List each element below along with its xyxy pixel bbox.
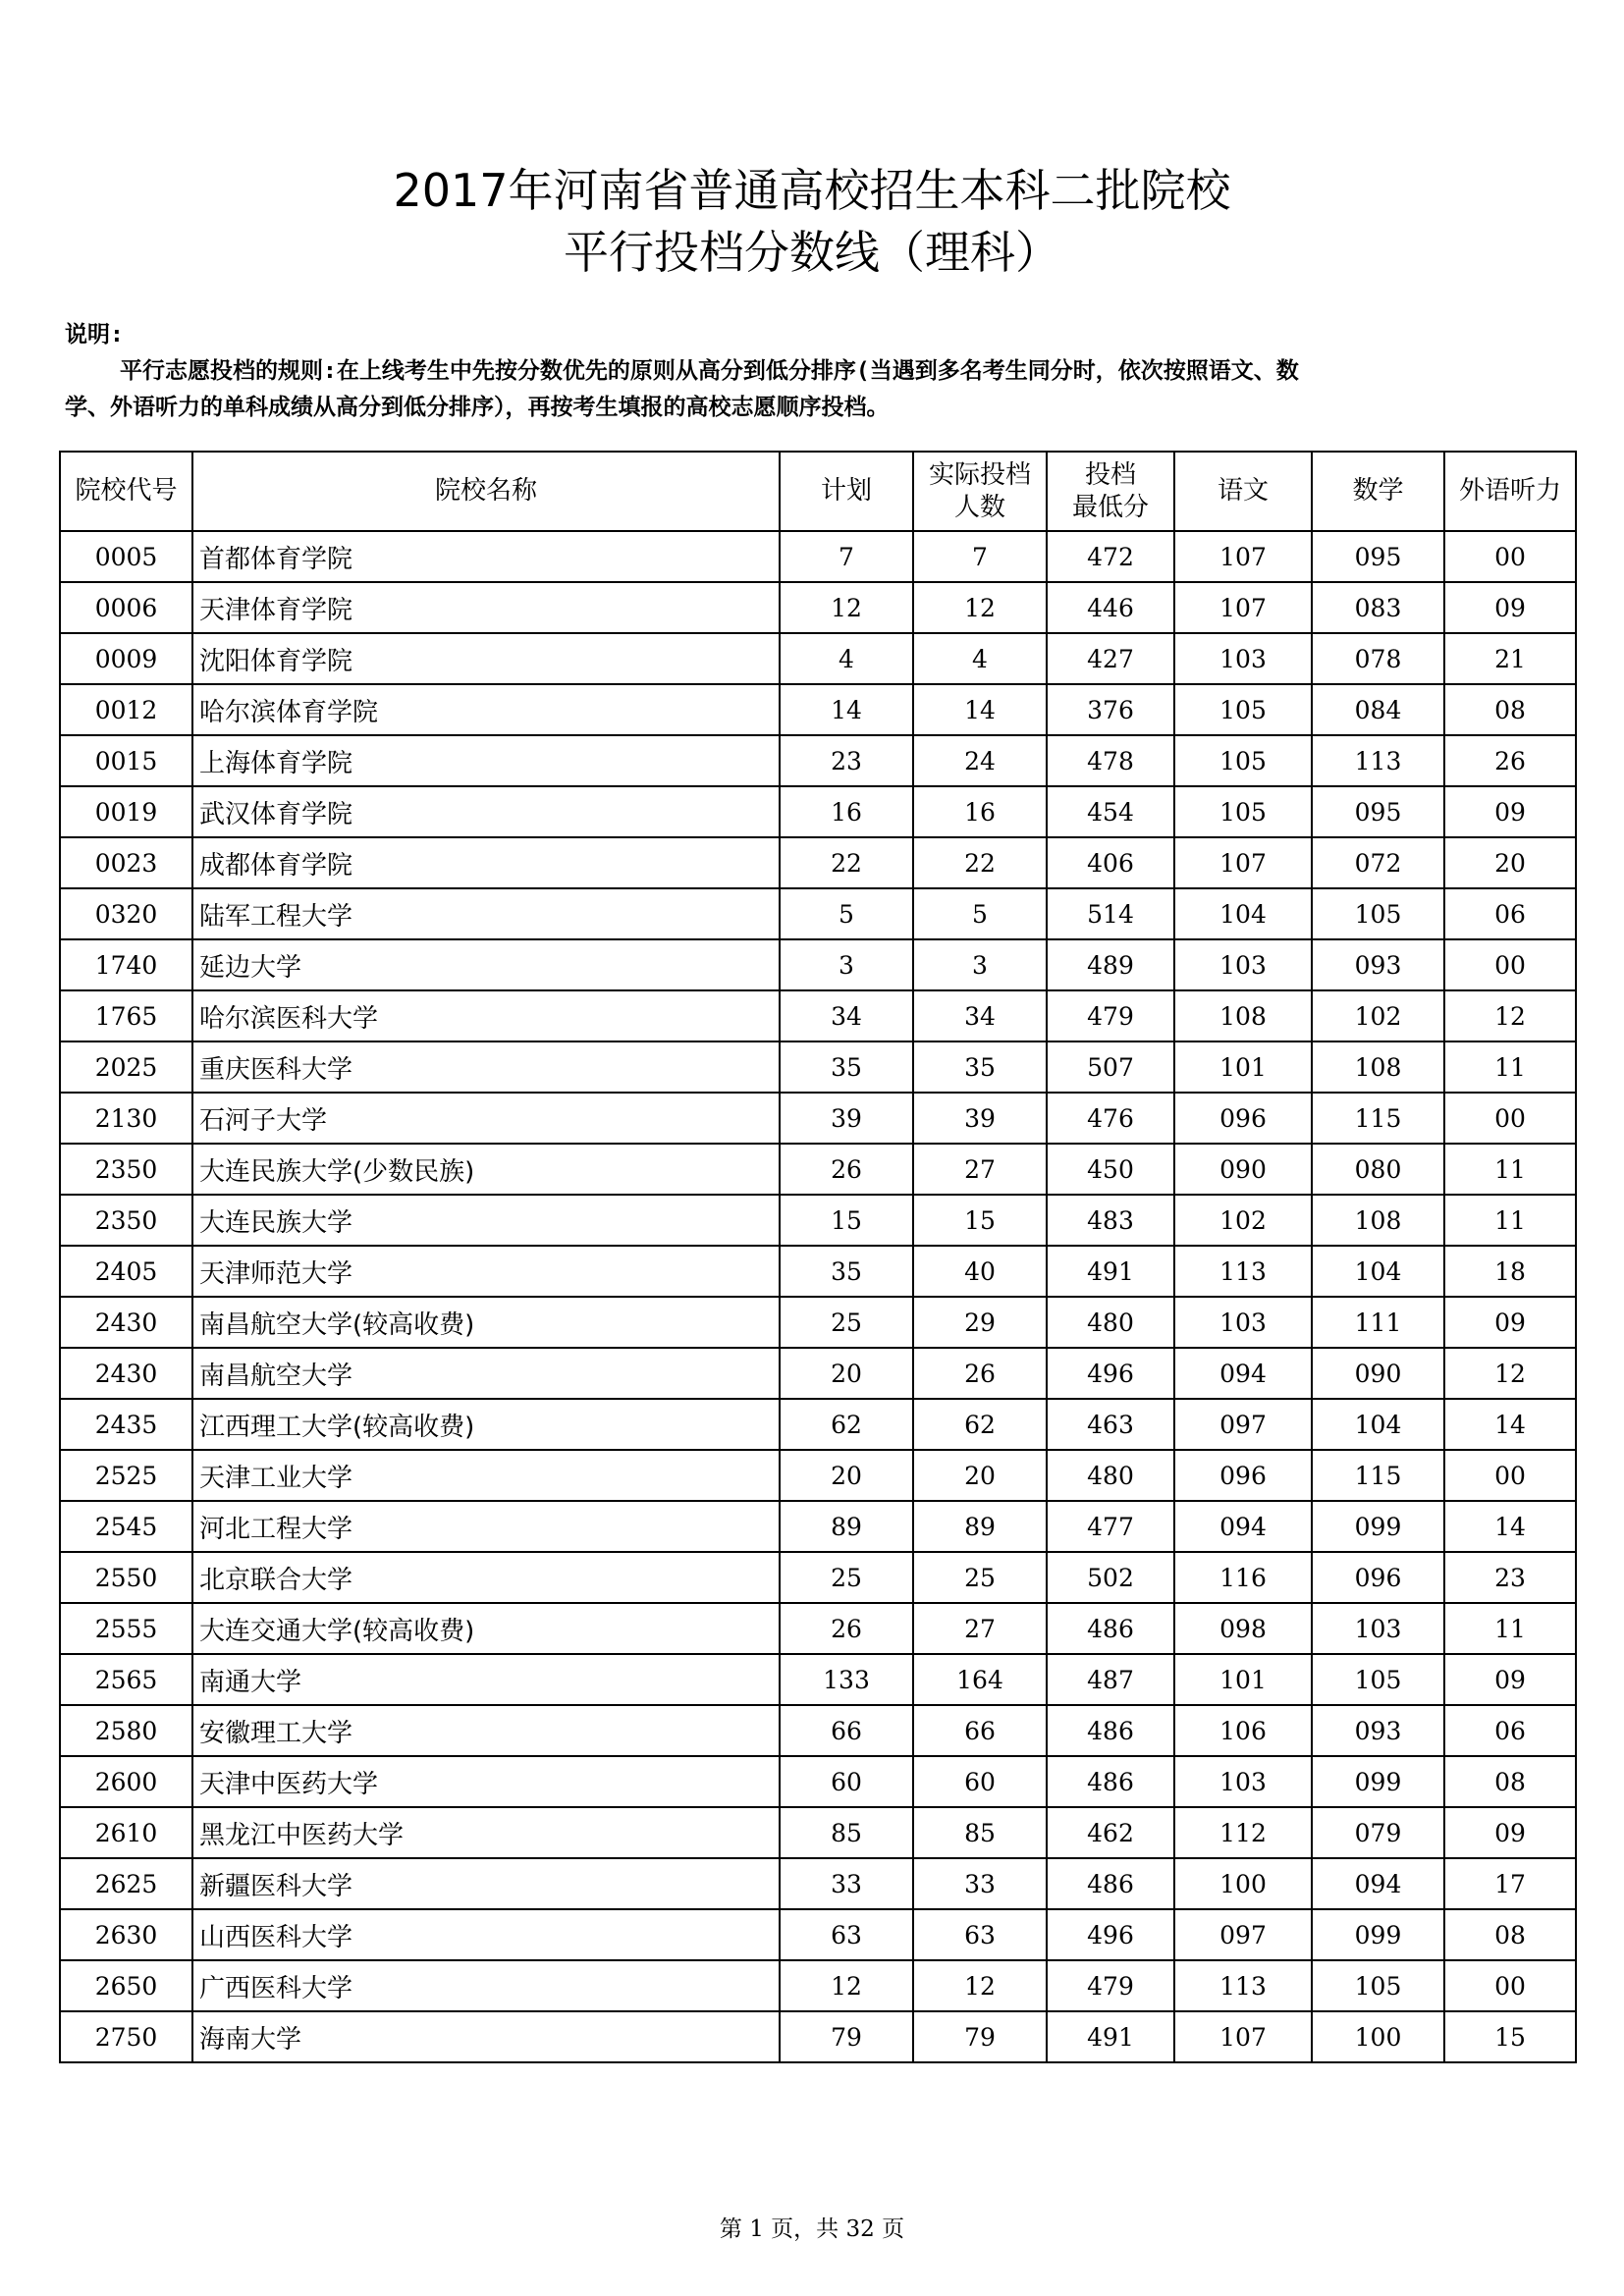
cell-code: 0019 bbox=[60, 786, 192, 837]
cell-plan: 66 bbox=[780, 1705, 913, 1756]
cell-chinese: 100 bbox=[1174, 1858, 1312, 1909]
cell-code: 2750 bbox=[60, 2011, 192, 2062]
cell-name: 天津体育学院 bbox=[192, 582, 780, 633]
cell-plan: 16 bbox=[780, 786, 913, 837]
cell-listening: 12 bbox=[1444, 1348, 1576, 1399]
cell-name: 沈阳体育学院 bbox=[192, 633, 780, 684]
cell-chinese: 098 bbox=[1174, 1603, 1312, 1654]
cell-chinese: 097 bbox=[1174, 1399, 1312, 1450]
cell-code: 2405 bbox=[60, 1246, 192, 1297]
cell-actual: 15 bbox=[913, 1195, 1047, 1246]
table-row bbox=[60, 531, 1576, 582]
cell-plan: 133 bbox=[780, 1654, 913, 1705]
cell-math: 105 bbox=[1312, 1654, 1444, 1705]
cell-listening: 12 bbox=[1444, 990, 1576, 1041]
cell-plan: 35 bbox=[780, 1246, 913, 1297]
cell-name: 大连交通大学(较高收费) bbox=[192, 1603, 780, 1654]
cell-actual: 164 bbox=[913, 1654, 1047, 1705]
cell-math: 108 bbox=[1312, 1195, 1444, 1246]
header-chinese: 语文 bbox=[1174, 452, 1312, 531]
cell-code: 1765 bbox=[60, 990, 192, 1041]
cell-actual: 4 bbox=[913, 633, 1047, 684]
cell-name: 石河子大学 bbox=[192, 1093, 780, 1144]
note-text-line1: 平行志愿投档的规则:在上线考生中先按分数优先的原则从高分到低分排序(当遇到多名考生同分时，依次按照语文、数 bbox=[120, 358, 1299, 384]
cell-code: 2430 bbox=[60, 1348, 192, 1399]
cell-min-score: 487 bbox=[1047, 1654, 1174, 1705]
cell-plan: 33 bbox=[780, 1858, 913, 1909]
cell-chinese: 105 bbox=[1174, 786, 1312, 837]
cell-name: 海南大学 bbox=[192, 2011, 780, 2062]
cell-math: 099 bbox=[1312, 1501, 1444, 1552]
table-row bbox=[60, 1960, 1576, 2011]
cell-listening: 14 bbox=[1444, 1501, 1576, 1552]
cell-math: 104 bbox=[1312, 1399, 1444, 1450]
cell-listening: 09 bbox=[1444, 1297, 1576, 1348]
cell-name: 南通大学 bbox=[192, 1654, 780, 1705]
cell-min-score: 479 bbox=[1047, 990, 1174, 1041]
cell-actual: 89 bbox=[913, 1501, 1047, 1552]
cell-min-score: 480 bbox=[1047, 1297, 1174, 1348]
cell-name: 哈尔滨体育学院 bbox=[192, 684, 780, 735]
cell-code: 2025 bbox=[60, 1041, 192, 1093]
cell-math: 083 bbox=[1312, 582, 1444, 633]
cell-actual: 66 bbox=[913, 1705, 1047, 1756]
cell-math: 103 bbox=[1312, 1603, 1444, 1654]
cell-actual: 79 bbox=[913, 2011, 1047, 2062]
cell-plan: 26 bbox=[780, 1144, 913, 1195]
cell-listening: 11 bbox=[1444, 1603, 1576, 1654]
cell-chinese: 094 bbox=[1174, 1501, 1312, 1552]
cell-actual: 7 bbox=[913, 531, 1047, 582]
cell-code: 0009 bbox=[60, 633, 192, 684]
cell-chinese: 113 bbox=[1174, 1960, 1312, 2011]
cell-plan: 26 bbox=[780, 1603, 913, 1654]
cell-min-score: 514 bbox=[1047, 888, 1174, 939]
cell-chinese: 116 bbox=[1174, 1552, 1312, 1603]
cell-listening: 06 bbox=[1444, 888, 1576, 939]
header-math: 数学 bbox=[1312, 452, 1444, 531]
cell-name: 河北工程大学 bbox=[192, 1501, 780, 1552]
cell-plan: 7 bbox=[780, 531, 913, 582]
cell-math: 072 bbox=[1312, 837, 1444, 888]
cell-actual: 16 bbox=[913, 786, 1047, 837]
cell-math: 095 bbox=[1312, 531, 1444, 582]
cell-listening: 00 bbox=[1444, 1960, 1576, 2011]
cell-min-score: 502 bbox=[1047, 1552, 1174, 1603]
cell-plan: 63 bbox=[780, 1909, 913, 1960]
cell-chinese: 104 bbox=[1174, 888, 1312, 939]
cell-min-score: 491 bbox=[1047, 1246, 1174, 1297]
cell-min-score: 496 bbox=[1047, 1909, 1174, 1960]
cell-name: 天津中医药大学 bbox=[192, 1756, 780, 1807]
cell-listening: 09 bbox=[1444, 786, 1576, 837]
cell-math: 090 bbox=[1312, 1348, 1444, 1399]
cell-chinese: 105 bbox=[1174, 735, 1312, 786]
cell-chinese: 108 bbox=[1174, 990, 1312, 1041]
cell-name: 重庆医科大学 bbox=[192, 1041, 780, 1093]
cell-math: 079 bbox=[1312, 1807, 1444, 1858]
table-row bbox=[60, 1654, 1576, 1705]
cell-min-score: 496 bbox=[1047, 1348, 1174, 1399]
cell-listening: 17 bbox=[1444, 1858, 1576, 1909]
cell-code: 2130 bbox=[60, 1093, 192, 1144]
page-footer: 第 1 页，共 32 页 bbox=[719, 2216, 905, 2242]
cell-min-score: 462 bbox=[1047, 1807, 1174, 1858]
cell-actual: 40 bbox=[913, 1246, 1047, 1297]
cell-math: 105 bbox=[1312, 1960, 1444, 2011]
table-row bbox=[60, 990, 1576, 1041]
table-row bbox=[60, 888, 1576, 939]
table-row bbox=[60, 1858, 1576, 1909]
cell-chinese: 107 bbox=[1174, 582, 1312, 633]
header-code: 院校代号 bbox=[60, 452, 192, 531]
cell-chinese: 101 bbox=[1174, 1041, 1312, 1093]
cell-chinese: 102 bbox=[1174, 1195, 1312, 1246]
cell-chinese: 103 bbox=[1174, 1756, 1312, 1807]
cell-name: 新疆医科大学 bbox=[192, 1858, 780, 1909]
header-actual bbox=[913, 452, 1047, 531]
cell-actual: 20 bbox=[913, 1450, 1047, 1501]
cell-min-score: 477 bbox=[1047, 1501, 1174, 1552]
cell-code: 0320 bbox=[60, 888, 192, 939]
cell-code: 1740 bbox=[60, 939, 192, 990]
cell-listening: 20 bbox=[1444, 837, 1576, 888]
cell-min-score: 478 bbox=[1047, 735, 1174, 786]
cell-min-score: 480 bbox=[1047, 1450, 1174, 1501]
table-row bbox=[60, 1603, 1576, 1654]
cell-name: 山西医科大学 bbox=[192, 1909, 780, 1960]
header-listening: 外语听力 bbox=[1444, 452, 1576, 531]
cell-listening: 00 bbox=[1444, 1093, 1576, 1144]
cell-listening: 11 bbox=[1444, 1195, 1576, 1246]
cell-actual: 27 bbox=[913, 1144, 1047, 1195]
cell-listening: 09 bbox=[1444, 1654, 1576, 1705]
table-row bbox=[60, 1909, 1576, 1960]
note-heading: 说明: bbox=[65, 322, 124, 347]
cell-actual: 26 bbox=[913, 1348, 1047, 1399]
cell-name: 陆军工程大学 bbox=[192, 888, 780, 939]
table-row bbox=[60, 1450, 1576, 1501]
table-row bbox=[60, 684, 1576, 735]
cell-actual: 35 bbox=[913, 1041, 1047, 1093]
cell-math: 105 bbox=[1312, 888, 1444, 939]
cell-math: 108 bbox=[1312, 1041, 1444, 1093]
cell-math: 094 bbox=[1312, 1858, 1444, 1909]
cell-code: 2555 bbox=[60, 1603, 192, 1654]
cell-actual: 25 bbox=[913, 1552, 1047, 1603]
table-row bbox=[60, 1093, 1576, 1144]
cell-min-score: 446 bbox=[1047, 582, 1174, 633]
table-row bbox=[60, 2011, 1576, 2062]
cell-name: 上海体育学院 bbox=[192, 735, 780, 786]
cell-name: 天津师范大学 bbox=[192, 1246, 780, 1297]
table-row bbox=[60, 1552, 1576, 1603]
header-min-line1: 投档 bbox=[1084, 459, 1136, 490]
cell-plan: 14 bbox=[780, 684, 913, 735]
cell-math: 104 bbox=[1312, 1246, 1444, 1297]
cell-listening: 00 bbox=[1444, 531, 1576, 582]
cell-math: 099 bbox=[1312, 1909, 1444, 1960]
cell-math: 093 bbox=[1312, 939, 1444, 990]
table-row bbox=[60, 1297, 1576, 1348]
cell-math: 102 bbox=[1312, 990, 1444, 1041]
cell-code: 0005 bbox=[60, 531, 192, 582]
cell-plan: 15 bbox=[780, 1195, 913, 1246]
score-table bbox=[59, 451, 1577, 2063]
cell-code: 2600 bbox=[60, 1756, 192, 1807]
cell-chinese: 103 bbox=[1174, 939, 1312, 990]
table-row bbox=[60, 1144, 1576, 1195]
cell-plan: 34 bbox=[780, 990, 913, 1041]
cell-min-score: 486 bbox=[1047, 1705, 1174, 1756]
cell-listening: 06 bbox=[1444, 1705, 1576, 1756]
cell-plan: 20 bbox=[780, 1348, 913, 1399]
cell-math: 113 bbox=[1312, 735, 1444, 786]
cell-plan: 12 bbox=[780, 582, 913, 633]
cell-name: 广西医科大学 bbox=[192, 1960, 780, 2011]
cell-name: 首都体育学院 bbox=[192, 531, 780, 582]
cell-chinese: 106 bbox=[1174, 1705, 1312, 1756]
cell-name: 南昌航空大学 bbox=[192, 1348, 780, 1399]
table-row bbox=[60, 1756, 1576, 1807]
cell-min-score: 376 bbox=[1047, 684, 1174, 735]
table-row bbox=[60, 1195, 1576, 1246]
cell-math: 099 bbox=[1312, 1756, 1444, 1807]
table-header-row bbox=[60, 452, 1576, 531]
cell-min-score: 486 bbox=[1047, 1858, 1174, 1909]
cell-chinese: 097 bbox=[1174, 1909, 1312, 1960]
table-row bbox=[60, 1705, 1576, 1756]
table-row bbox=[60, 633, 1576, 684]
cell-listening: 09 bbox=[1444, 582, 1576, 633]
header-min-score bbox=[1047, 452, 1174, 531]
cell-min-score: 406 bbox=[1047, 837, 1174, 888]
cell-plan: 85 bbox=[780, 1807, 913, 1858]
cell-actual: 12 bbox=[913, 1960, 1047, 2011]
cell-listening: 15 bbox=[1444, 2011, 1576, 2062]
cell-plan: 62 bbox=[780, 1399, 913, 1450]
cell-plan: 23 bbox=[780, 735, 913, 786]
cell-listening: 18 bbox=[1444, 1246, 1576, 1297]
cell-actual: 24 bbox=[913, 735, 1047, 786]
header-plan: 计划 bbox=[780, 452, 913, 531]
table-row bbox=[60, 1807, 1576, 1858]
cell-min-score: 486 bbox=[1047, 1756, 1174, 1807]
cell-plan: 5 bbox=[780, 888, 913, 939]
table-row bbox=[60, 786, 1576, 837]
table-row bbox=[60, 837, 1576, 888]
cell-name: 延边大学 bbox=[192, 939, 780, 990]
cell-code: 2610 bbox=[60, 1807, 192, 1858]
cell-chinese: 107 bbox=[1174, 837, 1312, 888]
cell-min-score: 486 bbox=[1047, 1603, 1174, 1654]
cell-chinese: 112 bbox=[1174, 1807, 1312, 1858]
cell-chinese: 113 bbox=[1174, 1246, 1312, 1297]
cell-math: 080 bbox=[1312, 1144, 1444, 1195]
cell-chinese: 105 bbox=[1174, 684, 1312, 735]
cell-code: 2565 bbox=[60, 1654, 192, 1705]
cell-name: 武汉体育学院 bbox=[192, 786, 780, 837]
cell-actual: 14 bbox=[913, 684, 1047, 735]
cell-code: 2630 bbox=[60, 1909, 192, 1960]
table-row bbox=[60, 735, 1576, 786]
cell-actual: 29 bbox=[913, 1297, 1047, 1348]
cell-chinese: 094 bbox=[1174, 1348, 1312, 1399]
cell-chinese: 096 bbox=[1174, 1093, 1312, 1144]
cell-listening: 11 bbox=[1444, 1144, 1576, 1195]
cell-actual: 22 bbox=[913, 837, 1047, 888]
cell-code: 2350 bbox=[60, 1195, 192, 1246]
cell-min-score: 472 bbox=[1047, 531, 1174, 582]
cell-code: 0023 bbox=[60, 837, 192, 888]
cell-code: 2625 bbox=[60, 1858, 192, 1909]
cell-plan: 35 bbox=[780, 1041, 913, 1093]
cell-plan: 3 bbox=[780, 939, 913, 990]
cell-min-score: 450 bbox=[1047, 1144, 1174, 1195]
cell-plan: 89 bbox=[780, 1501, 913, 1552]
table-row bbox=[60, 1246, 1576, 1297]
cell-actual: 60 bbox=[913, 1756, 1047, 1807]
cell-chinese: 107 bbox=[1174, 531, 1312, 582]
note-text-line2: 学、外语听力的单科成绩从高分到低分排序），再按考生填报的高校志愿顺序投档。 bbox=[65, 395, 890, 420]
cell-min-score: 483 bbox=[1047, 1195, 1174, 1246]
cell-plan: 4 bbox=[780, 633, 913, 684]
cell-plan: 12 bbox=[780, 1960, 913, 2011]
table-row bbox=[60, 1399, 1576, 1450]
cell-actual: 12 bbox=[913, 582, 1047, 633]
cell-listening: 08 bbox=[1444, 684, 1576, 735]
cell-listening: 21 bbox=[1444, 633, 1576, 684]
cell-code: 2545 bbox=[60, 1501, 192, 1552]
cell-math: 100 bbox=[1312, 2011, 1444, 2062]
cell-name: 天津工业大学 bbox=[192, 1450, 780, 1501]
cell-actual: 62 bbox=[913, 1399, 1047, 1450]
cell-min-score: 476 bbox=[1047, 1093, 1174, 1144]
cell-chinese: 103 bbox=[1174, 1297, 1312, 1348]
cell-plan: 25 bbox=[780, 1297, 913, 1348]
cell-chinese: 103 bbox=[1174, 633, 1312, 684]
cell-listening: 09 bbox=[1444, 1807, 1576, 1858]
header-actual-line1: 实际投档 bbox=[928, 459, 1031, 490]
cell-actual: 5 bbox=[913, 888, 1047, 939]
cell-actual: 63 bbox=[913, 1909, 1047, 1960]
cell-min-score: 427 bbox=[1047, 633, 1174, 684]
cell-name: 哈尔滨医科大学 bbox=[192, 990, 780, 1041]
cell-math: 093 bbox=[1312, 1705, 1444, 1756]
cell-plan: 39 bbox=[780, 1093, 913, 1144]
cell-code: 2650 bbox=[60, 1960, 192, 2011]
table-row bbox=[60, 1348, 1576, 1399]
cell-listening: 11 bbox=[1444, 1041, 1576, 1093]
cell-name: 北京联合大学 bbox=[192, 1552, 780, 1603]
cell-listening: 26 bbox=[1444, 735, 1576, 786]
document-subtitle: 平行投档分数线（理科） bbox=[564, 226, 1060, 279]
cell-min-score: 479 bbox=[1047, 1960, 1174, 2011]
cell-listening: 00 bbox=[1444, 939, 1576, 990]
cell-listening: 14 bbox=[1444, 1399, 1576, 1450]
cell-code: 0015 bbox=[60, 735, 192, 786]
cell-plan: 60 bbox=[780, 1756, 913, 1807]
cell-code: 0006 bbox=[60, 582, 192, 633]
cell-plan: 79 bbox=[780, 2011, 913, 2062]
table-row bbox=[60, 1041, 1576, 1093]
cell-plan: 25 bbox=[780, 1552, 913, 1603]
cell-code: 2550 bbox=[60, 1552, 192, 1603]
cell-math: 115 bbox=[1312, 1093, 1444, 1144]
cell-code: 2430 bbox=[60, 1297, 192, 1348]
table-row bbox=[60, 582, 1576, 633]
cell-min-score: 489 bbox=[1047, 939, 1174, 990]
cell-name: 大连民族大学 bbox=[192, 1195, 780, 1246]
cell-plan: 22 bbox=[780, 837, 913, 888]
cell-actual: 39 bbox=[913, 1093, 1047, 1144]
cell-code: 2350 bbox=[60, 1144, 192, 1195]
cell-chinese: 096 bbox=[1174, 1450, 1312, 1501]
cell-name: 安徽理工大学 bbox=[192, 1705, 780, 1756]
cell-math: 096 bbox=[1312, 1552, 1444, 1603]
cell-actual: 27 bbox=[913, 1603, 1047, 1654]
cell-name: 江西理工大学(较高收费) bbox=[192, 1399, 780, 1450]
cell-code: 0012 bbox=[60, 684, 192, 735]
cell-math: 115 bbox=[1312, 1450, 1444, 1501]
cell-code: 2580 bbox=[60, 1705, 192, 1756]
cell-actual: 3 bbox=[913, 939, 1047, 990]
cell-code: 2525 bbox=[60, 1450, 192, 1501]
header-min-line2: 最低分 bbox=[1071, 492, 1149, 522]
cell-actual: 33 bbox=[913, 1858, 1047, 1909]
cell-listening: 23 bbox=[1444, 1552, 1576, 1603]
cell-listening: 08 bbox=[1444, 1756, 1576, 1807]
cell-listening: 08 bbox=[1444, 1909, 1576, 1960]
cell-actual: 85 bbox=[913, 1807, 1047, 1858]
cell-plan: 20 bbox=[780, 1450, 913, 1501]
cell-listening: 00 bbox=[1444, 1450, 1576, 1501]
header-name: 院校名称 bbox=[192, 452, 780, 531]
document-title: 2017年河南省普通高校招生本科二批院校 bbox=[393, 164, 1231, 217]
cell-min-score: 491 bbox=[1047, 2011, 1174, 2062]
cell-math: 111 bbox=[1312, 1297, 1444, 1348]
cell-min-score: 507 bbox=[1047, 1041, 1174, 1093]
cell-chinese: 101 bbox=[1174, 1654, 1312, 1705]
cell-code: 2435 bbox=[60, 1399, 192, 1450]
cell-name: 南昌航空大学(较高收费) bbox=[192, 1297, 780, 1348]
cell-name: 大连民族大学(少数民族) bbox=[192, 1144, 780, 1195]
cell-name: 成都体育学院 bbox=[192, 837, 780, 888]
cell-math: 095 bbox=[1312, 786, 1444, 837]
cell-chinese: 090 bbox=[1174, 1144, 1312, 1195]
table-row bbox=[60, 939, 1576, 990]
cell-actual: 34 bbox=[913, 990, 1047, 1041]
header-actual-line2: 人数 bbox=[953, 492, 1005, 522]
cell-math: 084 bbox=[1312, 684, 1444, 735]
cell-min-score: 463 bbox=[1047, 1399, 1174, 1450]
cell-chinese: 107 bbox=[1174, 2011, 1312, 2062]
cell-min-score: 454 bbox=[1047, 786, 1174, 837]
cell-math: 078 bbox=[1312, 633, 1444, 684]
cell-name: 黑龙江中医药大学 bbox=[192, 1807, 780, 1858]
table-row bbox=[60, 1501, 1576, 1552]
